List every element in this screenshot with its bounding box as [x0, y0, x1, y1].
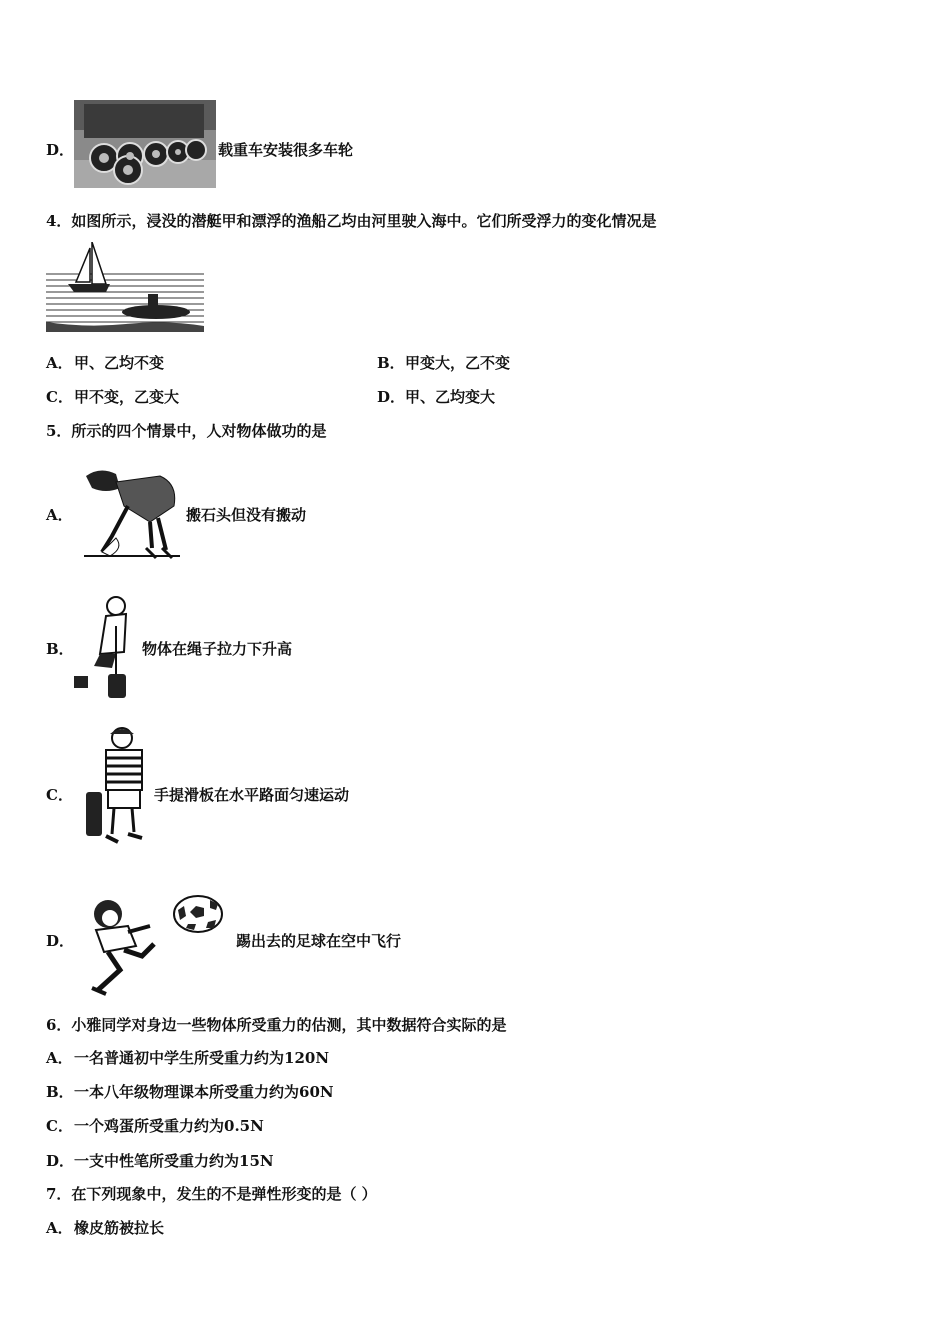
q4-stem: 4．如图所示，浸没的潜艇甲和漂浮的渔船乙均由河里驶入海中。它们所受浮力的变化情况是 — [46, 212, 657, 230]
soccer-ball-icon — [172, 894, 224, 934]
q6-option-d-text: 一支中性笔所受重力约为15N — [74, 1152, 274, 1170]
person-lifting-stone-image — [80, 466, 182, 562]
q6-option-a-label: A． — [46, 1049, 73, 1067]
q4-option-c-text: 甲不变，乙变大 — [74, 388, 180, 406]
q7-option-a-label: A． — [46, 1219, 73, 1237]
q5-option-b-text: 物体在绳子拉力下升高 — [142, 640, 293, 658]
q7-stem: 7．在下列现象中，发生的不是弹性形变的是（ ） — [46, 1185, 377, 1203]
q7-option-a-text: 橡皮筋被拉长 — [74, 1219, 165, 1237]
q5-option-d-label: D． — [46, 932, 75, 950]
q4-option-d-text: 甲、乙均变大 — [405, 388, 496, 406]
q5-option-a-label: A． — [46, 506, 73, 524]
q4-option-a-text: 甲、乙均不变 — [74, 354, 165, 372]
q4-option-d-label: D． — [377, 388, 406, 406]
q3-option-d-label: D． — [46, 141, 75, 159]
person-kicking-ball-image — [84, 896, 158, 996]
q4-option-b-label: B． — [377, 354, 405, 372]
sea-boats-image — [46, 242, 204, 332]
q5-stem: 5．所示的四个情景中，人对物体做功的是 — [46, 422, 327, 440]
q6-stem: 6．小雅同学对身边一些物体所受重力的估测，其中数据符合实际的是 — [46, 1016, 507, 1034]
person-carrying-skateboard-image — [84, 726, 150, 848]
q4-option-a-label: A． — [46, 354, 73, 372]
q6-option-a-text: 一名普通初中学生所受重力约为120N — [74, 1049, 330, 1067]
q5-option-c-label: C． — [46, 786, 73, 804]
person-pulling-rope-image — [72, 596, 138, 700]
q3-option-d-text: 载重车安装很多车轮 — [218, 141, 354, 159]
q5-option-a-text: 搬石头但没有搬动 — [186, 506, 307, 524]
q4-option-c-label: C． — [46, 388, 73, 406]
q6-option-b-label: B． — [46, 1083, 74, 1101]
truck-image — [74, 100, 216, 188]
q6-option-c-text: 一个鸡蛋所受重力约为0.5N — [74, 1117, 264, 1135]
q6-option-c-label: C． — [46, 1117, 73, 1135]
q6-option-d-label: D． — [46, 1152, 75, 1170]
q4-option-b-text: 甲变大，乙不变 — [405, 354, 511, 372]
q5-option-c-text: 手提滑板在水平路面匀速运动 — [154, 786, 350, 804]
q5-option-d-text: 踢出去的足球在空中飞行 — [236, 932, 402, 950]
q5-option-b-label: B． — [46, 640, 74, 658]
q6-option-b-text: 一本八年级物理课本所受重力约为60N — [74, 1083, 334, 1101]
